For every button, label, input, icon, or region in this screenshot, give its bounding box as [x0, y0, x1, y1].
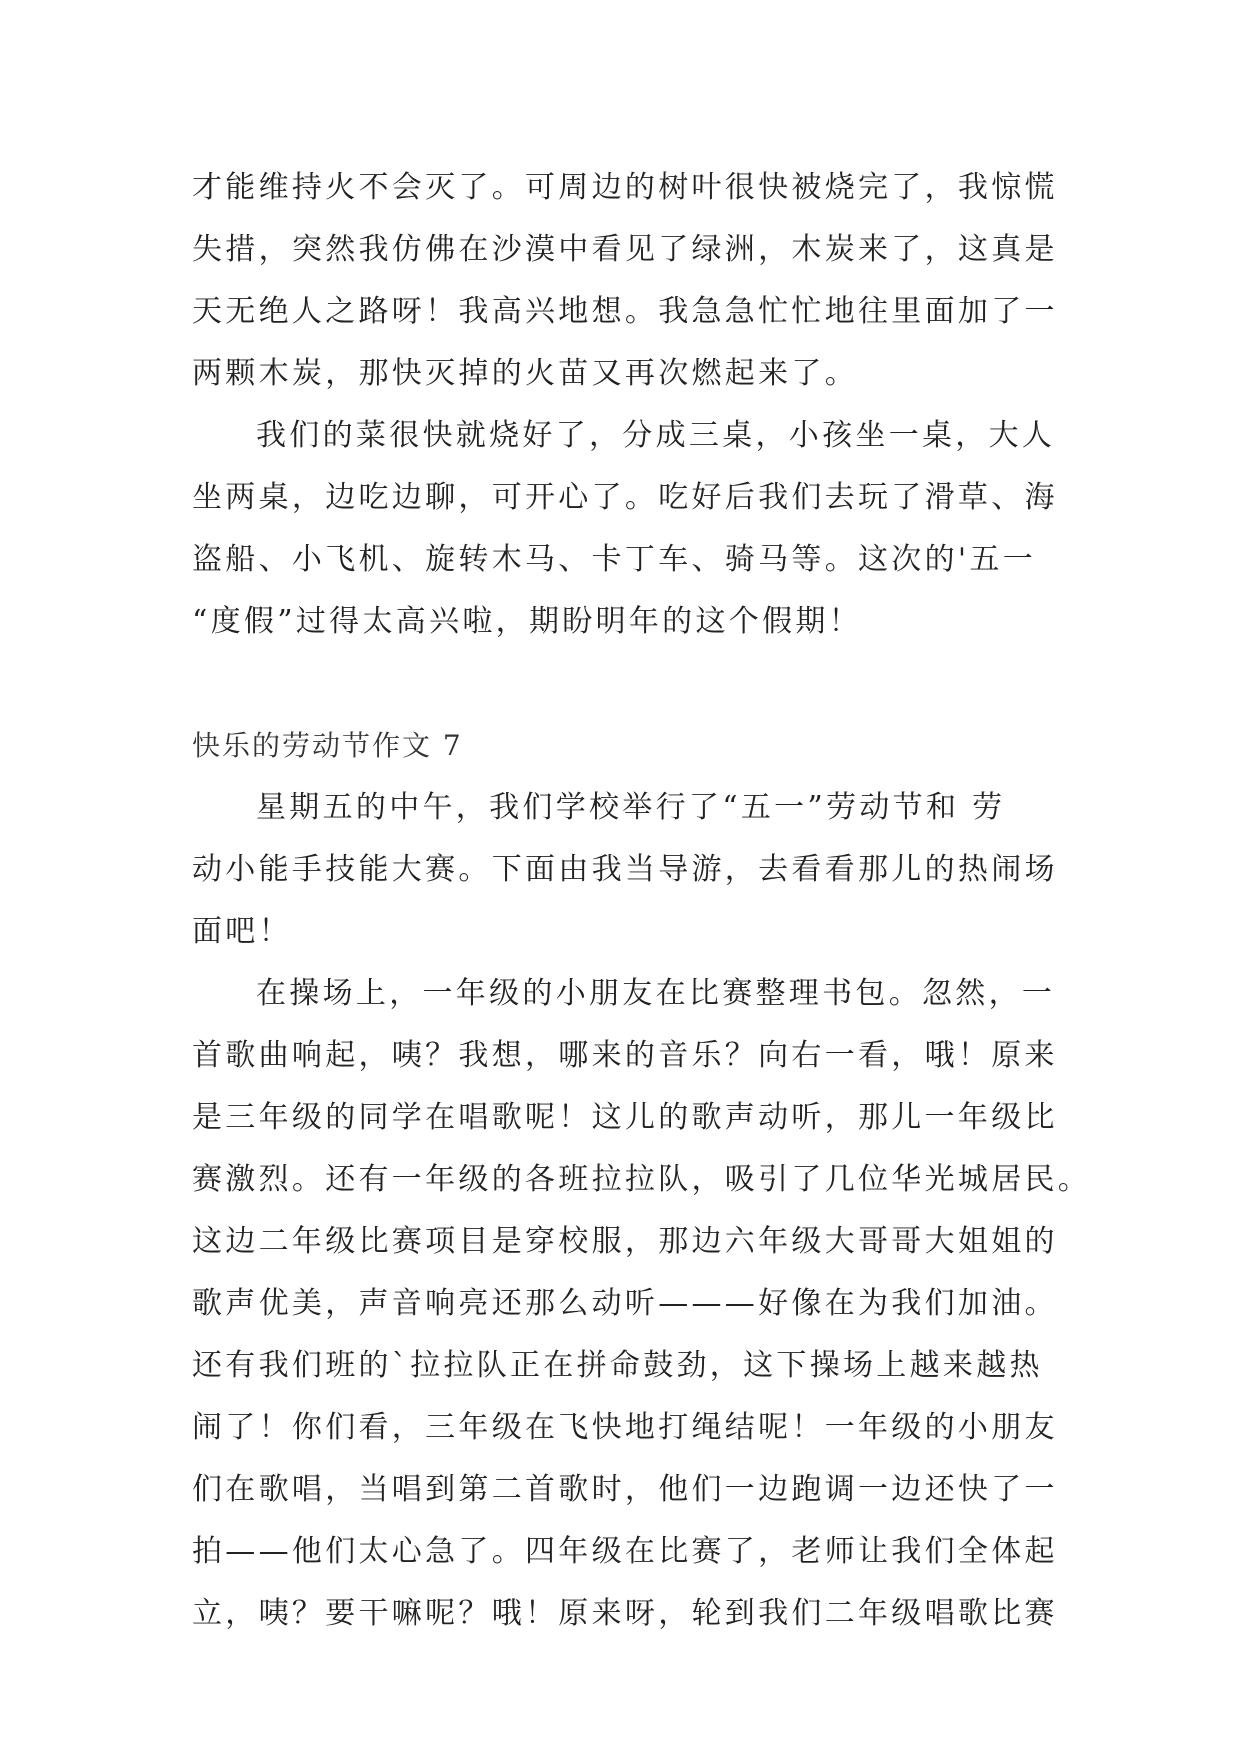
text-line: 盗船、小飞机、旋转木马、卡丁车、骑马等。这次的'五一 [192, 542, 1037, 577]
text-line: 是三年级的同学在唱歌呢！这儿的歌声动听，那儿一年级比 [192, 1100, 1058, 1135]
text-line: “度假”过得太高兴啦，期盼明年的这个假期！ [192, 604, 862, 639]
text-line: 这边二年级比赛项目是穿校服，那边六年级大哥哥大姐姐的 [192, 1224, 1058, 1259]
text-line: 坐两桌，边吃边聊，可开心了。吃好后我们去玩了滑草、海 [192, 480, 1058, 515]
document-body [192, 157, 1092, 1645]
text-line: 天无绝人之路呀！我高兴地想。我急急忙忙地往里面加了一 [192, 294, 1058, 329]
paragraph [192, 963, 1092, 1645]
text-line: 两颗木炭，那快灭掉的火苗又再次燃起来了。 [192, 356, 858, 391]
text-line: 闹了！你们看，三年级在飞快地打绳结呢！一年级的小朋友 [192, 1410, 1058, 1445]
text-line: 才能维持火不会灭了。可周边的树叶很快被烧完了，我惊慌 [192, 170, 1058, 205]
text-line: 拍——他们太心急了。四年级在比赛了，老师让我们全体起 [192, 1534, 1058, 1569]
text-line: 我们的菜很快就烧好了，分成三桌，小孩坐一桌，大人 [256, 418, 1056, 453]
text-line: 在操场上，一年级的小朋友在比赛整理书包。忽然，一 [256, 976, 1056, 1011]
text-line: 面吧！ [192, 914, 292, 949]
text-line: 失措，突然我仿佛在沙漠中看见了绿洲，木炭来了，这真是 [192, 232, 1058, 267]
paragraph [192, 777, 1062, 963]
paragraph [192, 405, 1062, 653]
section-spacer [192, 653, 1062, 715]
text-line: 歌声优美，声音响亮还那么动听———好像在为我们加油。 [192, 1286, 1058, 1321]
text-line: 立，咦？要干嘛呢？哦！原来呀，轮到我们二年级唱歌比赛 [192, 1596, 1058, 1631]
text-line: 首歌曲响起，咦？我想，哪来的音乐？向右一看，哦！原来 [192, 1038, 1058, 1073]
text-line: 还有我们班的`拉拉队正在拼命鼓劲，这下操场上越来越热 [192, 1348, 1043, 1383]
text-line: 动小能手技能大赛。下面由我当导游，去看看那儿的热闹场 [192, 852, 1058, 887]
text-line: 赛激烈。还有一年级的各班拉拉队，吸引了几位华光城居民。 [192, 1162, 1092, 1197]
section-title: 快乐的劳动节作文 7 [192, 729, 463, 762]
text-line: 星期五的中午，我们学校举行了“五一”劳动节和 劳 [256, 790, 1006, 825]
text-line: 们在歌唱，当唱到第二首歌时，他们一边跑调一边还快了一 [192, 1472, 1058, 1507]
paragraph [192, 157, 1062, 405]
